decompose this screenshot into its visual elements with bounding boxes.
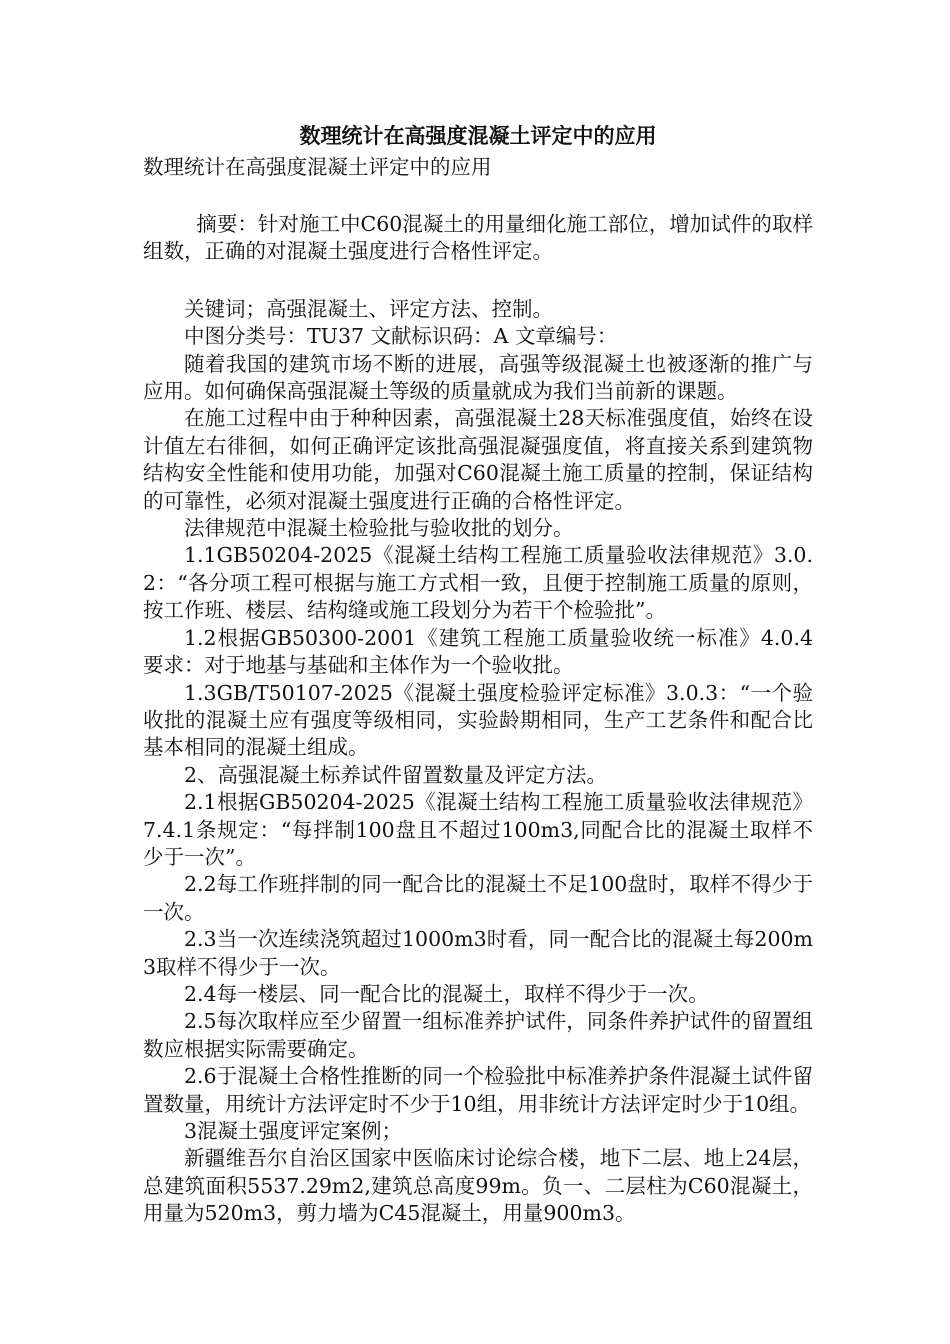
body-paragraph: 随着我国的建筑市场不断的进展，高强等级混凝土也被逐渐的推广与应用。如何确保高强混凝土等级的质量就成为我们当前新的课题。 [143, 351, 813, 404]
body-paragraph: 在施工过程中由于种种因素，高强混凝土28天标准强度值，始终在设计值左右徘徊，如何正确评定该批高强混凝强度值，将直接关系到建筑物结构安全性能和使用功能，加强对C60混凝土施工质量的控制，保证结构的可靠性，必须对混凝土强度进行正确的合格性评定。 [143, 406, 813, 513]
clause-paragraph: 2.6于混凝土合格性推断的同一个检验批中标准养护条件混凝土试件留置数量，用统计方法评定时不少于10组，用非统计方法评定时少于10组。 [143, 1064, 813, 1116]
clause-paragraph: 2.2每工作班拌制的同一配合比的混凝土不足100盘时，取样不得少于一次。 [143, 872, 813, 924]
document-subtitle: 数理统计在高强度混凝土评定中的应用 [143, 155, 492, 179]
clause-paragraph: 1.3GB/T50107-2025《混凝土强度检验评定标准》3.0.3：“一个验收批的混凝土应有强度等级相同，实验龄期相同，生产工艺条件和配合比基本相同的混凝土组成。 [143, 680, 813, 760]
clause-paragraph: 2.3当一次连续浇筑超过1000m3时看，同一配合比的混凝土每200m3取样不得少于一次。 [143, 927, 813, 979]
body-paragraph: 新疆维吾尔自治区国家中医临床讨论综合楼，地下二层、地上24层，总建筑面积5537.29m2,建筑总高度99m。负一、二层柱为C60混凝土，用量为520m3，剪力墙为C45混凝土，用量900m3。 [143, 1146, 813, 1226]
keywords-line: 关键词；高强混凝土、评定方法、控制。 [184, 296, 553, 321]
classification-line: 中图分类号：TU37 文献标识码：A 文章编号： [184, 324, 618, 349]
section-heading: 法律规范中混凝土检验批与验收批的划分。 [184, 516, 574, 541]
clause-paragraph: 2.4每一楼层、同一配合比的混凝土，取样不得少于一次。 [184, 981, 709, 1006]
document-title: 数理统计在高强度混凝土评定中的应用 [299, 123, 657, 148]
clause-paragraph: 1.2根据GB50300-2001《建筑工程施工质量验收统一标准》4.0.4要求：对于地基与基础和主体作为一个验收批。 [143, 625, 813, 678]
clause-paragraph: 2.5每次取样应至少留置一组标准养护试件，同条件养护试件的留置组数应根据实际需要确定。 [143, 1009, 813, 1061]
clause-paragraph: 2.1根据GB50204-2025《混凝土结构工程施工质量验收法律规范》7.4.1条规定：“每拌制100盘且不超过100m3,同配合比的混凝土取样不少于一次”。 [143, 790, 813, 869]
clause-paragraph: 1.1GB50204-2025《混凝土结构工程施工质量验收法律规范》3.0.2：“各分项工程可根据与施工方式相一致，且便于控制施工质量的原则，按工作班、楼层、结构缝或施工段划分为若干个检验批”。 [143, 543, 813, 623]
section-heading: 2、高强混凝土标养试件留置数量及评定方法。 [184, 762, 608, 787]
document-page [143, 118, 813, 1228]
section-heading: 3混凝土强度评定案例； [184, 1119, 403, 1143]
abstract-paragraph: 摘要：针对施工中C60混凝土的用量细化施工部位，增加试件的取样组数，正确的对混凝土强度进行合格性评定。 [143, 212, 813, 264]
